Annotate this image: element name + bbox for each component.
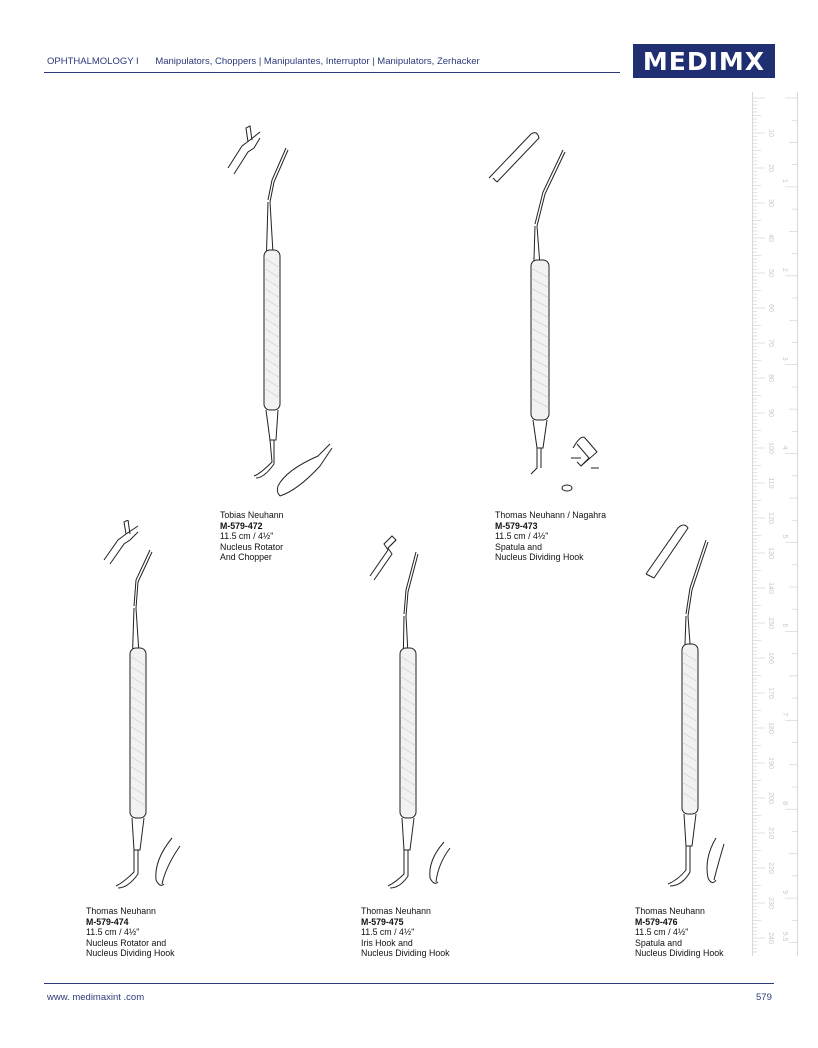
product-label [220, 510, 284, 563]
brand-logo: MEDIMX [633, 44, 775, 78]
ruler-mm-label: 130 [767, 547, 774, 559]
instrument-image-472 [220, 118, 340, 498]
ruler-inch-label: 6 [781, 623, 788, 628]
product-size: 11.5 cm / 4½" [495, 531, 549, 542]
ruler-mm-label: 60 [767, 304, 774, 312]
product-designer: Thomas Neuhann [635, 906, 705, 916]
ruler-mm-label: 240 [767, 932, 774, 944]
ruler-inch-label: 7 [781, 712, 788, 717]
ruler-mm-label: 200 [767, 792, 774, 804]
product-label [495, 510, 606, 563]
ruler-mm-label: 170 [767, 687, 774, 699]
product-size: 11.5 cm / 4½" [635, 927, 689, 938]
ruler-inch-label: 5 [781, 534, 788, 539]
ruler-mm-label: 30 [767, 199, 774, 207]
ruler-inch-label: 3 [781, 356, 788, 361]
section-subtitle: Manipulators, Choppers | Manipulantes, Interruptor | Manipulators, Zerhacker [155, 56, 480, 67]
ruler-mm-label: 120 [767, 512, 774, 524]
product-label [361, 906, 450, 959]
product-code: M-579-472 [220, 520, 263, 531]
page-header [47, 56, 480, 67]
ruler-mm-label: 70 [767, 339, 774, 347]
ruler-inch-label: 4 [781, 445, 788, 450]
page-number: 579 [756, 992, 772, 1003]
instrument-image-474 [96, 520, 196, 900]
product-description: Iris Hook and [361, 937, 413, 948]
product-description: Nucleus Rotator and [86, 937, 167, 948]
product-description: Nucleus Dividing Hook [361, 948, 450, 959]
ruler-mm-label: 50 [767, 269, 774, 277]
header-divider [44, 72, 620, 73]
ruler-inch-label: 8 [781, 801, 788, 806]
product-size: 11.5 cm / 4½" [361, 927, 415, 938]
product-designer: Tobias Neuhann [220, 510, 284, 520]
ruler-mm-label: 90 [767, 409, 774, 417]
ruler-mm-label: 230 [767, 897, 774, 909]
product-description: Spatula and [635, 937, 682, 948]
ruler-mm-label: 40 [767, 234, 774, 242]
ruler-mm-label: 160 [767, 652, 774, 664]
measurement-ruler [752, 92, 798, 956]
ruler-mm-label: 220 [767, 862, 774, 874]
ruler-inch-label: 9.5 [781, 931, 788, 942]
ruler-mm-label: 110 [767, 477, 774, 489]
ruler-mm-label: 180 [767, 722, 774, 734]
ruler-inch-label: 1 [781, 178, 788, 183]
product-designer: Thomas Neuhann [361, 906, 431, 916]
ruler-mm-label: 10 [767, 129, 774, 137]
product-code: M-579-473 [495, 520, 538, 531]
website-link[interactable]: www. medimaxint .com [47, 992, 145, 1003]
product-label [635, 906, 724, 959]
instrument-image-476 [640, 518, 740, 898]
ruler-inch-label: 9 [781, 890, 788, 895]
ruler-mm-label: 80 [767, 374, 774, 382]
product-description: Spatula and [495, 541, 542, 552]
ruler-mm-label: 190 [767, 757, 774, 769]
product-label [86, 906, 175, 959]
section-title: OPHTHALMOLOGY I [47, 56, 139, 67]
ruler-mm-label: 20 [767, 164, 774, 172]
product-description: And Chopper [220, 552, 272, 563]
product-description: Nucleus Dividing Hook [86, 948, 175, 959]
instrument-image-473 [485, 128, 605, 498]
ruler-mm-label: 140 [767, 582, 774, 594]
product-description: Nucleus Dividing Hook [495, 552, 584, 563]
product-code: M-579-476 [635, 916, 678, 927]
product-designer: Thomas Neuhann [86, 906, 156, 916]
product-size: 11.5 cm / 4½" [86, 927, 140, 938]
ruler-graphic [753, 92, 797, 956]
ruler-mm-label: 150 [767, 617, 774, 629]
ruler-inch-label: 2 [781, 267, 788, 272]
footer-divider [44, 983, 774, 984]
product-size: 11.5 cm / 4½" [220, 531, 274, 542]
product-code: M-579-474 [86, 916, 129, 927]
product-description: Nucleus Rotator [220, 541, 284, 552]
product-description: Nucleus Dividing Hook [635, 948, 724, 959]
instrument-image-475 [366, 530, 466, 900]
product-designer: Thomas Neuhann / Nagahra [495, 510, 607, 520]
ruler-mm-label: 100 [767, 442, 774, 454]
ruler-mm-label: 210 [767, 827, 774, 839]
product-code: M-579-475 [361, 916, 404, 927]
